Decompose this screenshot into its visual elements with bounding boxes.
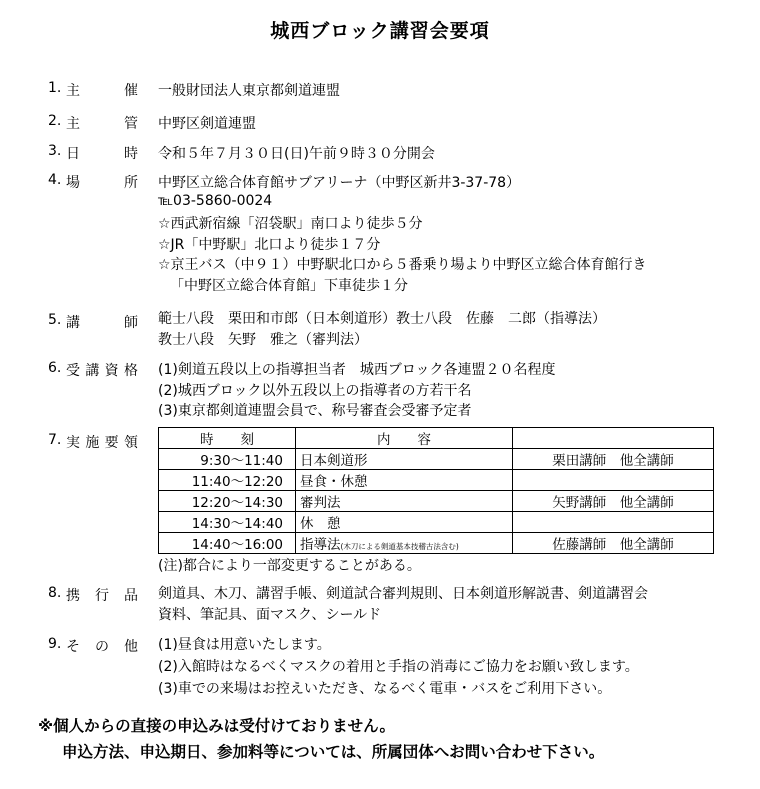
section-label-items: [66, 585, 138, 605]
eligibility-line: (3)東京都剣道連盟会員で、称号審査会受審予定者: [158, 403, 472, 419]
section-label-date: [66, 143, 138, 163]
label-char: 管: [124, 116, 138, 132]
row-teacher: [513, 470, 714, 491]
row-content: 休 憩: [296, 512, 513, 533]
table-row: [159, 470, 714, 491]
section-number: 8.: [48, 585, 62, 601]
label-char: 主: [66, 116, 80, 132]
items-line: 資料、筆記具、面マスク、シールド: [158, 607, 382, 623]
label-char: 時: [124, 146, 138, 162]
instructors-line: 教士八段 矢野 雅之（審判法）: [158, 332, 368, 348]
section-label-manager: [66, 113, 138, 133]
row-teacher: 栗田講師 他全講師: [513, 449, 714, 470]
section-label-other: [66, 636, 138, 656]
label-char: 施: [85, 435, 100, 451]
other-line: (3)車での来場はお控えいただき、なるべく電車・バスをご利用下さい。: [158, 681, 612, 697]
section-label-eligibility: [66, 360, 138, 380]
label-char: 講: [66, 315, 80, 331]
section-number: 7.: [48, 432, 62, 448]
label-char: 格: [123, 363, 138, 379]
header-content: 内 容: [296, 428, 513, 449]
other-line: (1)昼食は用意いたします。: [158, 637, 331, 653]
section-number: 3.: [48, 143, 62, 159]
label-char: 講: [85, 363, 100, 379]
instructors-line: 範士八段 栗田和市郎（日本剣道形）教士八段 佐藤 二郎（指導法）: [158, 311, 606, 327]
label-char: 領: [123, 435, 138, 451]
label-char: 品: [124, 588, 138, 604]
section-label-venue: [66, 172, 138, 192]
section-label-organizer: [66, 80, 138, 100]
label-char: 他: [124, 639, 138, 655]
label-char: 師: [124, 315, 138, 331]
row-teacher: 佐藤講師 他全講師: [513, 533, 714, 554]
label-char: 場: [66, 175, 80, 191]
label-char: そ: [66, 639, 80, 655]
venue-phone: ℡03-5860-0024: [158, 193, 273, 209]
row-content: 指導法: [300, 537, 341, 553]
label-char: 受: [66, 363, 80, 379]
section-number: 2.: [48, 113, 62, 129]
section-label-program: [66, 432, 138, 452]
page-title: 城西ブロック講習会要項: [270, 20, 490, 42]
section-number: 5.: [48, 312, 62, 328]
row-content: 昼食・休憩: [296, 470, 513, 491]
eligibility-line: (1)剣道五段以上の指導担当者 城西ブロック各連盟２０名程度: [158, 362, 556, 378]
schedule-table: [158, 427, 714, 554]
row-content: 日本剣道形: [296, 449, 513, 470]
table-row: [159, 533, 714, 554]
row-time: 9:30～11:40: [159, 449, 296, 470]
section-number: 9.: [48, 636, 62, 652]
items-line: 剣道具、木刀、講習手帳、剣道試合審判規則、日本剣道形解説書、剣道講習会: [158, 586, 648, 602]
table-row: [159, 449, 714, 470]
organizer-value: 一般財団法人東京都剣道連盟: [158, 83, 340, 99]
header-blank: [513, 428, 714, 449]
section-number: 1.: [48, 80, 62, 96]
row-teacher: 矢野講師 他全講師: [513, 491, 714, 512]
table-row: [159, 512, 714, 533]
section-number: 6.: [48, 360, 62, 376]
label-char: 行: [95, 588, 109, 604]
label-char: 実: [66, 435, 80, 451]
schedule-header-row: [159, 428, 714, 449]
section-label-instructors: [66, 312, 138, 332]
row-teacher: [513, 512, 714, 533]
date-value: 令和５年７月３０日(日)午前９時３０分開会: [158, 146, 435, 162]
notice-line: ※個人からの直接の申込みは受付けておりません。: [38, 717, 396, 735]
row-time: 11:40～12:20: [159, 470, 296, 491]
label-char: 主: [66, 83, 80, 99]
venue-access-line: ☆JR「中野駅」北口より徒歩１７分: [158, 237, 381, 253]
venue-access-line: ☆京王バス（中９１）中野駅北口から５番乗り場より中野区立総合体育館行き: [158, 257, 647, 273]
other-line: (2)入館時はなるべくマスクの着用と手指の消毒にご協力をお願い致します。: [158, 659, 639, 675]
row-time: 14:30～14:40: [159, 512, 296, 533]
notice-line: 申込方法、申込期日、参加料等については、所属団体へお問い合わせ下さい。: [62, 743, 605, 761]
row-content-note: (木刀による剣道基本技稽古法含む): [340, 542, 459, 551]
label-char: の: [95, 639, 109, 655]
label-char: 携: [66, 588, 80, 604]
section-number: 4.: [48, 172, 62, 188]
label-char: 催: [124, 83, 138, 99]
label-char: 資: [104, 363, 119, 379]
table-row: [159, 491, 714, 512]
venue-access-line: 「中野区立総合体育館」下車徒歩１分: [170, 278, 408, 294]
venue-name: 中野区立総合体育館サブアリーナ（中野区新井3-37-78）: [158, 175, 521, 191]
row-time: 12:20～14:30: [159, 491, 296, 512]
row-time: 14:40～16:00: [159, 533, 296, 554]
header-time: 時 刻: [159, 428, 296, 449]
venue-access-line: ☆西武新宿線「沼袋駅」南口より徒歩５分: [158, 216, 423, 232]
eligibility-line: (2)城西ブロック以外五段以上の指導者の方若干名: [158, 383, 472, 399]
schedule-footnote: (注)都合により一部変更することがある。: [158, 558, 421, 574]
label-char: 所: [124, 175, 138, 191]
manager-value: 中野区剣道連盟: [158, 116, 256, 132]
label-char: 日: [66, 146, 80, 162]
row-content-cell: [296, 533, 513, 554]
row-content: 審判法: [296, 491, 513, 512]
label-char: 要: [104, 435, 119, 451]
